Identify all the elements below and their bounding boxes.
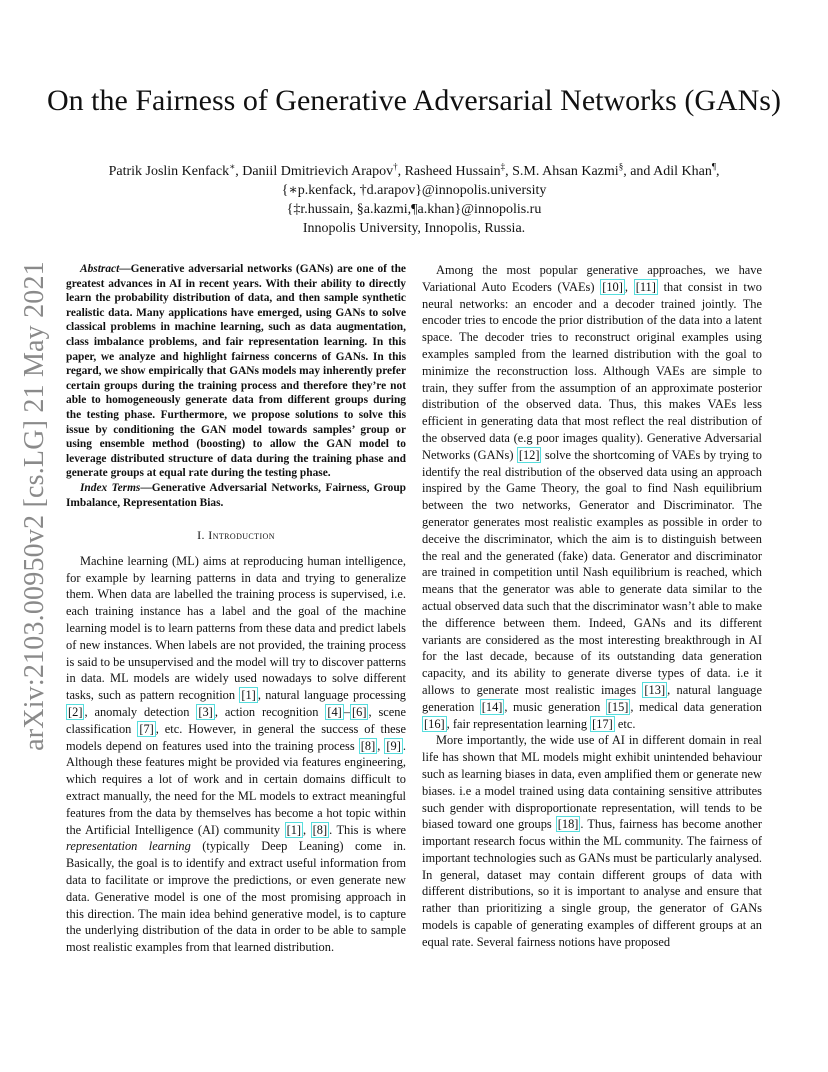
author-mark: § xyxy=(618,161,624,172)
author-mark: † xyxy=(393,161,398,172)
author-name: Daniil Dmitrievich Arapov xyxy=(242,164,394,179)
citation-link[interactable]: [6] xyxy=(352,705,367,720)
citation-link[interactable]: [8] xyxy=(360,738,376,753)
author-name: S.M. Ahsan Kazmi xyxy=(512,164,619,179)
author-block xyxy=(40,162,788,238)
abstract-label: Abstract xyxy=(80,263,120,275)
citation-link[interactable]: [1] xyxy=(286,822,302,837)
arxiv-watermark xyxy=(18,261,52,751)
citation-link[interactable]: [7] xyxy=(139,721,154,736)
author-mark: ¶ xyxy=(711,161,716,172)
email-line-2: {‡r.hussain, §a.kazmi,¶a.khan}@innopolis.ru xyxy=(286,202,542,217)
citation-link[interactable]: [10] xyxy=(602,279,623,294)
citation-link[interactable]: [16] xyxy=(424,716,445,731)
right-column xyxy=(422,262,762,951)
citation-link[interactable]: [3] xyxy=(198,705,213,720)
paper-title: On the Fairness of Generative Adversarial Networks (GANs) xyxy=(47,84,781,118)
abstract xyxy=(66,262,406,510)
affiliation: Innopolis University, Innopolis, Russia. xyxy=(302,221,526,236)
citation-link[interactable]: [2] xyxy=(68,705,83,720)
citation-link[interactable]: [12] xyxy=(518,447,540,462)
author-mark: ‡ xyxy=(500,161,506,172)
citation-link[interactable]: [4] xyxy=(327,705,342,720)
citation-link[interactable]: [17] xyxy=(592,716,613,731)
author-name: Rasheed Hussain xyxy=(404,164,501,179)
index-terms-label: Index Terms xyxy=(80,481,141,494)
emphasis-term: representation learning xyxy=(66,839,191,854)
index-terms xyxy=(66,481,406,510)
intro-paragraph-2: Among the most popular generative approaches, we have Variational Auto Ecoders (VAEs) [10] , [11] that consist in two neural networks: an encoder and a decoder trained jointly. The encoder tries to encode the prior distribution of the data into a latent space. The decoder tries to reconstruct original examples using examples sampled from the learned distribution with the goal to minimize the reconstruction loss. Although VAEs are simple to train, they suffer from the assumption of an approximate posterior distribution of the observed data. Thus, this makes VAEs less efficient in generating data that most reflect the real distribution of the observed data (e.g poor images quality). Generative Adversarial Networks (GANs) [12] solve the shortcoming of VAEs by trying to identify the real distribution of the observed data using an approach inspired by the Game Theory, the goal to find Nash equilibrium between the two networks, Generator and Discriminator. The generator generates most realistic examples as possible in order to deceive the discriminator, which the aim is to distinguish between the real and the generated (fake) data. Generator and discriminator are trained in competition until Nash equilibrium is reached, which means that the generator was able to generate data similar to the actual observed data such that the discriminator wasn’t able to make the difference between them. Indeed, GANs and its different variants are considered as the most interesting breakthrough in AI for the last decade, because of its outstanding data generation capacity, and its ability to generate diverse types of data. i.e it allows to generate most realistic images [13] , natural language generation [14] , music generation [15] , medical data generation [16] , fair representation learning [17] etc. xyxy=(422,263,763,731)
author-mark: ∗ xyxy=(229,161,236,172)
arxiv-id: arXiv:2103.00950v2 [cs.LG] 21 May 2021 xyxy=(19,261,50,751)
citation-link[interactable]: [15] xyxy=(607,699,629,714)
intro-paragraph-3: More importantly, the wide use of AI in different domain in real life has shown that ML models might exhibit unintended behaviour such as learning biases in data, even amplified them or generate new biases. i.e a model trained using data containing sensitive attributes such gender with disproportionate representation, will tends to be biased toward one groups [18] . Thus, fairness has become another important research focus within the ML community. The fairness of important technologies such as GANs must be particularly analysed. In general, dataset may contain different groups of data with different distributions, so it is important to analyse and ensure that rather than prioritizing a single group, the generator of GANs models is capable of generating examples of different groups at an equal rate. Several fairness notions have proposed xyxy=(422,733,762,949)
citation-link[interactable]: [18] xyxy=(557,817,579,832)
section-heading-introduction: I. Introduction xyxy=(197,528,275,543)
author-name: Patrik Joslin Kenfack xyxy=(108,164,230,179)
citation-link[interactable]: [9] xyxy=(386,738,401,753)
citation-link[interactable]: [8] xyxy=(312,822,328,837)
index-terms-text: —Generative Adversarial Networks, Fairness, Group Imbalance, Representation Bias. xyxy=(66,481,406,509)
left-column xyxy=(66,262,406,956)
abstract-text: —Generative adversarial networks (GANs) are one of the greatest advances in AI in recent years. With their ability to directly learn the probability distribution of data, and then sample synthetic realistic data. Many applications have emerged, using GANs to solve classical problems in machine learning, such as data augmentation, class imbalance problems, and fair representation learning. In this paper, we analyze and highlight fairness concerns of GANs. In this regard, we show empirically that GANs models may inherently prefer certain groups during the training process and therefore they’re not able to homogeneously generate data from different groups during the testing phase. Furthermore, we propose solutions to solve this issue by conditioning the GAN model towards samples’ group or using ensemble method (boosting) to allow the GAN model to leverage distributed structure of data during the training phase and generate groups at equal rate during the testing phase. xyxy=(66,263,406,480)
email-line-1: {∗p.kenfack, †d.arapov}@innopolis.university xyxy=(281,183,547,198)
citation-link[interactable]: [11] xyxy=(635,279,656,294)
author-name: Adil Khan xyxy=(653,164,712,179)
abstract-paragraph xyxy=(66,262,406,481)
citation-link[interactable]: [1] xyxy=(241,688,256,703)
author-names: Patrik Joslin Kenfack∗, Daniil Dmitrievich Arapov†, Rasheed Hussain‡, S.M. Ahsan Kazmi§, and Adil Khan¶, xyxy=(108,161,720,179)
citation-link[interactable]: [14] xyxy=(481,699,503,714)
citation-link[interactable]: [13] xyxy=(644,682,666,697)
intro-paragraph-1: Machine learning (ML) aims at reproducing human intelligence, for example by learning patterns in data and trying to generalize them. When data are labelled the training process is supervised, i.e. each training instance has a label and the goal of the machine learning model is to learn patterns from these data and predict labels of new instances. When labels are not provided, the training process is said to be unsupervised and the model will try to discover patterns in data. ML models are widely used nowadays to solve different tasks, such as pattern recognition [1] , natural language processing [2] , anomaly detection [3] , action recognition [4] – [6] , scene classification [7] , etc. However, in general the success of these models depend on features used into the training process [8] , [9] . Although these features might be provided via features engineering, which requires a lot of work and in certain domains difficult to extract manually, the need for the ML models to extract meaningful features from the data by themselves has become a hot topic within the Artificial Intelligence (AI) community [1] , [8] . This is where representation learning (typically Deep Leaning) come in. Basically, the goal is to identify and extract useful information from data to facilitate or improve the predictions, or even generate new data. Generative model is one of the most promising approach in this direction. The main idea behind generative model, is to capture the underlying distribution of the data in order to be able to sample most realistic examples from that learned distribution. xyxy=(66,553,406,955)
